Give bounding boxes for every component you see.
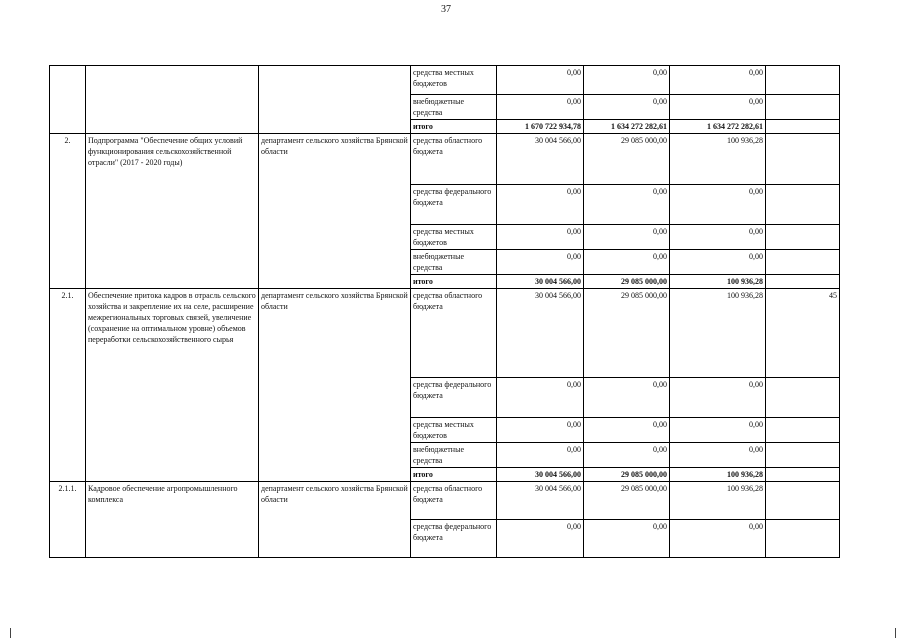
indicator-ref [766,120,840,134]
funding-source: средства местных бюджетов [411,225,497,250]
planned-amount: 0,00 [497,443,584,468]
planned-amount: 30 004 566,00 [497,275,584,289]
actual-amount: 100 936,28 [670,482,766,520]
indicator-ref [766,468,840,482]
adjusted-amount: 0,00 [584,520,670,558]
planned-amount: 30 004 566,00 [497,468,584,482]
indicator-ref [766,378,840,418]
scan-edge-mark [10,628,11,638]
measure-name: Кадровое обеспечение агропромышленного комплекса [86,482,259,558]
row-number: 2.1.1. [50,482,86,558]
adjusted-amount: 29 085 000,00 [584,275,670,289]
row-number: 2. [50,134,86,289]
actual-amount: 100 936,28 [670,134,766,185]
indicator-ref [766,275,840,289]
indicator-ref: 45 [766,289,840,378]
executor: департамент сельского хозяйства Брянской области [259,134,411,289]
actual-amount: 0,00 [670,418,766,443]
planned-amount: 0,00 [497,520,584,558]
adjusted-amount: 0,00 [584,250,670,275]
planned-amount: 30 004 566,00 [497,134,584,185]
adjusted-amount: 1 634 272 282,61 [584,120,670,134]
indicator-ref [766,250,840,275]
table-row [50,66,840,95]
actual-amount: 0,00 [670,185,766,225]
executor: департамент сельского хозяйства Брянской области [259,289,411,482]
page-number: 37 [441,4,451,15]
indicator-ref [766,225,840,250]
funding-source: средства федерального бюджета [411,378,497,418]
funding-source: внебюджетные средства [411,250,497,275]
adjusted-amount: 29 085 000,00 [584,482,670,520]
funding-source: итого [411,275,497,289]
indicator-ref [766,482,840,520]
funding-source: внебюджетные средства [411,95,497,120]
planned-amount: 1 670 722 934,78 [497,120,584,134]
planned-amount: 0,00 [497,250,584,275]
indicator-ref [766,418,840,443]
funding-source: средства местных бюджетов [411,66,497,95]
funding-source: внебюджетные средства [411,443,497,468]
actual-amount: 0,00 [670,378,766,418]
funding-source: средства федерального бюджета [411,520,497,558]
adjusted-amount: 29 085 000,00 [584,289,670,378]
planned-amount: 30 004 566,00 [497,482,584,520]
indicator-ref [766,520,840,558]
actual-amount: 1 634 272 282,61 [670,120,766,134]
funding-source: итого [411,468,497,482]
actual-amount: 100 936,28 [670,275,766,289]
table-row [50,134,840,185]
indicator-ref [766,134,840,185]
planned-amount: 0,00 [497,185,584,225]
indicator-ref [766,443,840,468]
planned-amount: 0,00 [497,95,584,120]
row-number: 2.1. [50,289,86,482]
planned-amount: 0,00 [497,378,584,418]
planned-amount: 0,00 [497,225,584,250]
table-row [50,289,840,378]
adjusted-amount: 29 085 000,00 [584,468,670,482]
actual-amount: 0,00 [670,225,766,250]
planned-amount: 0,00 [497,66,584,95]
adjusted-amount: 0,00 [584,418,670,443]
adjusted-amount: 0,00 [584,66,670,95]
adjusted-amount: 0,00 [584,95,670,120]
adjusted-amount: 0,00 [584,443,670,468]
actual-amount: 0,00 [670,520,766,558]
funding-source: средства федерального бюджета [411,185,497,225]
measure-name: Подпрограмма "Обеспечение общих условий функционирования сельскохозяйственной отрасли" (2017 - 2020 годы) [86,134,259,289]
actual-amount: 100 936,28 [670,289,766,378]
adjusted-amount: 0,00 [584,185,670,225]
measure-name [86,66,259,134]
adjusted-amount: 0,00 [584,225,670,250]
planned-amount: 0,00 [497,418,584,443]
indicator-ref [766,95,840,120]
funding-source: итого [411,120,497,134]
measure-name: Обеспечение притока кадров в отрасль сельского хозяйства и закрепление их на селе, расширение межрегиональных торговых связей, увеличение (сохранение на оптимальном уровне) объемов переработки сельскохозяйственного сырья [86,289,259,482]
table-row [50,482,840,520]
adjusted-amount: 0,00 [584,378,670,418]
funding-source: средства областного бюджета [411,482,497,520]
actual-amount: 0,00 [670,250,766,275]
planned-amount: 30 004 566,00 [497,289,584,378]
budget-table [49,65,840,558]
indicator-ref [766,66,840,95]
executor [259,66,411,134]
adjusted-amount: 29 085 000,00 [584,134,670,185]
actual-amount: 0,00 [670,443,766,468]
actual-amount: 0,00 [670,66,766,95]
scan-edge-mark [895,628,896,638]
row-number [50,66,86,134]
executor: департамент сельского хозяйства Брянской области [259,482,411,558]
funding-source: средства областного бюджета [411,134,497,185]
actual-amount: 0,00 [670,95,766,120]
actual-amount: 100 936,28 [670,468,766,482]
funding-source: средства областного бюджета [411,289,497,378]
funding-source: средства местных бюджетов [411,418,497,443]
indicator-ref [766,185,840,225]
